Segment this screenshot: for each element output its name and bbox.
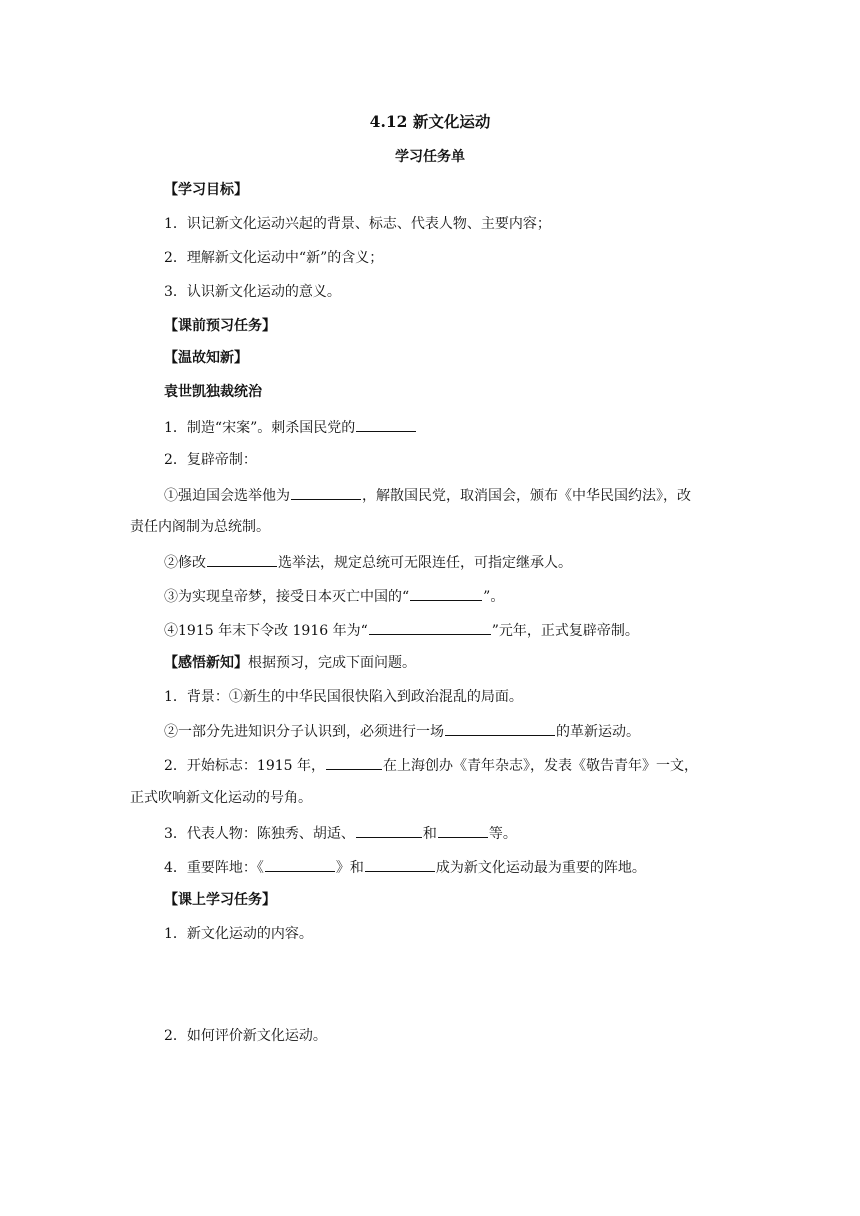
question-text: 在上海创办《青年杂志》，发表《敬告青年》一文，: [383, 758, 698, 774]
review-sub-question: [164, 586, 504, 606]
insight-question: [164, 755, 698, 775]
question-text: 4．重要阵地：《: [164, 860, 264, 876]
class-task-question: 1．新文化运动的内容。: [164, 926, 313, 942]
insight-question: 1．背景：①新生的中华民国很快陷入到政治混乱的局面。: [164, 689, 523, 705]
question-text: 等。: [488, 826, 517, 842]
answer-blank[interactable]: [326, 755, 382, 770]
question-text: 成为新文化运动最为重要的阵地。: [435, 860, 646, 876]
question-text: 选举法，规定总统可无限连任，可指定继承人。: [278, 555, 572, 571]
answer-blank[interactable]: [356, 823, 422, 838]
review-sub-question-cont: 责任内阁制为总统制。: [130, 519, 270, 535]
review-heading: 【温故知新】: [164, 350, 248, 366]
question-text: 2．开始标志：1915 年，: [164, 758, 325, 774]
answer-blank[interactable]: [438, 823, 488, 838]
insight-intro: 根据预习，完成下面问题。: [248, 655, 416, 671]
review-question: 2．复辟帝制：: [164, 452, 257, 468]
question-text: 和: [422, 826, 437, 842]
question-text: ④1915 年末下令改 1916 年为“: [164, 623, 368, 639]
question-text: 3．代表人物：陈独秀、胡适、: [164, 826, 355, 842]
objective-item: 3．认识新文化运动的意义。: [164, 284, 341, 300]
answer-blank[interactable]: [410, 586, 482, 601]
insight-heading: 【感悟新知】: [164, 655, 248, 671]
review-sub-question: [164, 485, 691, 505]
answer-blank[interactable]: [291, 485, 361, 500]
answer-blank[interactable]: [207, 552, 277, 567]
insight-line: [164, 654, 416, 672]
page-title: 4.12 新文化运动: [369, 112, 491, 131]
objectives-heading: 【学习目标】: [164, 182, 248, 198]
answer-blank[interactable]: [369, 620, 491, 635]
question-text: 》和: [335, 860, 364, 876]
review-sub-question: [164, 620, 639, 640]
question-text: ”元年，正式复辟帝制。: [491, 623, 639, 639]
answer-blank[interactable]: [365, 857, 435, 872]
objective-item: 1．识记新文化运动兴起的背景、标志、代表人物、主要内容；: [164, 216, 551, 232]
class-task-question: 2．如何评价新文化运动。: [164, 1028, 327, 1044]
question-text: ③为实现皇帝梦，接受日本灭亡中国的“: [164, 589, 410, 605]
answer-blank[interactable]: [265, 857, 335, 872]
review-sub-question: [164, 552, 572, 572]
question-text: ②一部分先进知识分子认识到，必须进行一场: [164, 724, 444, 740]
question-text: ②修改: [164, 555, 206, 571]
review-topic: 袁世凯独裁统治: [164, 384, 262, 400]
question-text: ，解散国民党，取消国会，颁布《中华民国约法》，改: [362, 488, 691, 504]
page-subtitle: 学习任务单: [395, 149, 465, 165]
answer-blank[interactable]: [445, 721, 555, 736]
review-question: [164, 417, 417, 437]
objective-item: 2．理解新文化运动中“新”的含义；: [164, 250, 384, 266]
question-text: 1．制造“宋案”。刺杀国民党的: [164, 420, 356, 436]
insight-question: [164, 721, 640, 741]
question-text: ①强迫国会选举他为: [164, 488, 290, 504]
insight-question-cont: 正式吹响新文化运动的号角。: [130, 790, 312, 806]
insight-question: [164, 823, 517, 843]
question-text: ”。: [483, 589, 505, 605]
question-text: 的革新运动。: [556, 724, 640, 740]
answer-blank[interactable]: [356, 417, 416, 432]
preview-heading: 【课前预习任务】: [164, 318, 276, 334]
insight-question: [164, 857, 646, 877]
class-task-heading: 【课上学习任务】: [164, 892, 276, 908]
